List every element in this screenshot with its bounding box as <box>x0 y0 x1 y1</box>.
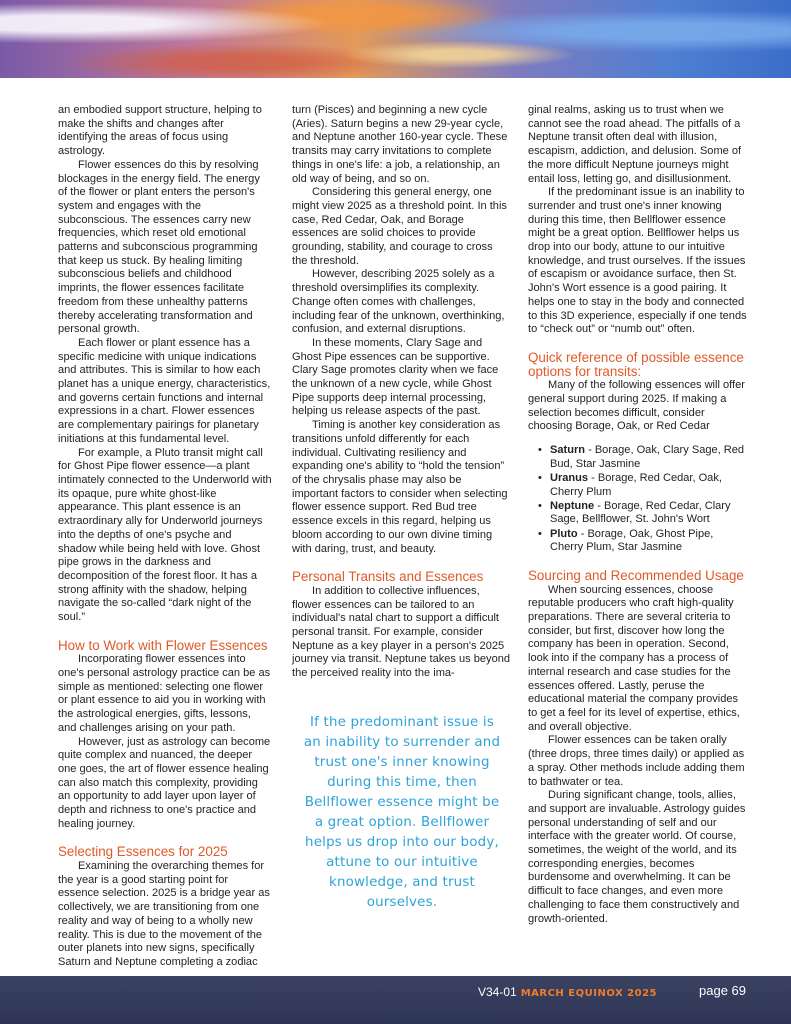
section-heading-how-to-work: How to Work with Flower Essences <box>58 637 268 653</box>
page-footer <box>0 976 791 1024</box>
paragraph: Timing is another key consideration as transitions unfold differently for each individual. Cultivating resiliency and expanding one's ability to “hold the tension” of the chrysalis phase may also be important factors to consider when selecting flower essence support. Red Bud tree essence excels in this regard, helping us bloom according to our own divine timing with daring, trust, and beauty. <box>292 419 508 555</box>
essence-list: - Borage, Oak, Ghost Pipe, Cherry Plum, Star Jasmine <box>550 527 714 554</box>
planet-name: Uranus <box>550 471 589 484</box>
paragraph: Incorporating flower essences into one's personal astrology practice can be as simple as mentioned: selecting one flower or plant essence to aid you in working with the astrological energies, gifts, lessons, and challenges arising on your path. <box>58 653 271 734</box>
paragraph: turn (Pisces) and beginning a new cycle (Aries). Saturn begins a new 29-year cycle, and Neptune another 160-year cycle. These transits may carry invitations to complete things in one's life: a job, a relationship, an old way of being, and so on. <box>292 104 508 185</box>
issue-date: MARCH EQUINOX 2025 <box>520 988 657 999</box>
essence-list: - Borage, Red Cedar, Oak, Cherry Plum <box>550 471 722 498</box>
issue-info <box>478 985 657 999</box>
section-heading-personal-transits: Personal Transits and Essences <box>292 569 484 585</box>
list-item <box>550 472 748 499</box>
essence-list: - Borage, Red Cedar, Clary Sage, Bellflower, St. John's Wort <box>550 499 731 526</box>
paragraph: In addition to collective influences, flower essences can be tailored to an individual's natal chart to support a difficult personal transit. For example, consider Neptune as a key player in a person's 2025 journey via transit. Neptune takes us beyond the perceived reality into the ima- <box>292 584 510 680</box>
paragraph: Examining the overarching themes for the year is a good starting point for essence selection. 2025 is a bridge year as collectively, we are transitioning from one reality and way of being to a wholly new reality. This is due to the movement of the outer planets into new signs, specifically Saturn and Neptune completing a zodiac <box>58 860 270 968</box>
planet-name: Neptune <box>550 499 595 512</box>
paragraph: Flower essences can be taken orally (three drops, three times daily) or applied as a spray. Other methods include adding them to bathwater or tea. <box>528 734 745 788</box>
essence-list: - Borage, Oak, Clary Sage, Red Bud, Star Jasmine <box>550 443 745 470</box>
article-column-1 <box>58 104 272 970</box>
section-heading-sourcing: Sourcing and Recommended Usage <box>528 568 744 584</box>
paragraph: If the predominant issue is an inability to surrender and trust one's inner knowing during this time, then Bellflower essence might be a great option. Bellflower helps us drop into our body, attune to our intuitive knowledge, and trust ourselves. If the issues of escapism or avoidance surface, then St. John's Wort essence is a good pairing. It helps one to stay in the body and connected to this 3D experience, especially if one tends to “check out” or “numb out” often. <box>528 186 747 336</box>
planet-name: Saturn <box>550 443 585 456</box>
paragraph: In these moments, Clary Sage and Ghost Pipe essences can be supportive. Clary Sage promotes clarity when we face the unknown of a new cycle, while Ghost Pipe supports deep internal processing, helping us release aspects of the past. <box>292 336 499 418</box>
paragraph: Many of the following essences will offer general support during 2025. If making a selection becomes difficult, consider choosing Borage, Oak, or Red Cedar <box>528 379 745 433</box>
paragraph: During significant change, tools, allies, and support are invaluable. Astrology guides personal understanding of self and our interface with the greater world. Of course, sometimes, the weight of the world, and its corresponding energies, becomes burdensome and overwhelming. It can be difficult to face changes, and even more challenging to face them constructively and growth-oriented. <box>528 789 746 925</box>
article-column-2 <box>292 104 510 681</box>
section-heading-quick-reference: Quick reference of possible essence options for transits: <box>528 349 744 379</box>
pull-quote: If the predominant issue is an inability to surrender and trust one's inner knowing during this time, then Bellflower essence might be a great option. Bellflower helps us drop into our body, attune to our intuitive knowledge, and trust ourselves. <box>303 715 501 910</box>
paragraph: Flower essences do this by resolving blockages in the energy field. The energy of the flower or plant enters the person's system and engages with the subconscious. The essences carry new frequencies, which reset old emotional patterns and subconscious programming that keep us stuck. By healing limiting subconscious beliefs and childhood imprints, the flower essences facilitate freedom from these unhealthy patterns thereby accelerating transformation and personal growth. <box>58 158 260 336</box>
planet-name: Pluto <box>550 527 578 540</box>
paragraph: Each flower or plant essence has a specific medicine with unique indications and attributes. This is similar to how each planet has a unique energy, characteristics, and governs certain functions and internal expressions in a chart. Flower essences are complementary pairings for planetary initiations at this fundamental level. <box>58 336 271 445</box>
list-item <box>550 500 748 527</box>
issue-number: -01 <box>499 985 517 999</box>
paragraph: an embodied support structure, helping to make the shifts and changes after identifying the areas of focus using astrology. <box>58 104 262 158</box>
paragraph: ginal realms, asking us to trust when we cannot see the road ahead. The pitfalls of a Neptune transit often deal with illusion, escapism, addiction, and delusion. Some of the more difficult Neptune journeys might entail loss, letting go, and disillusionment. <box>528 104 742 185</box>
volume-label: V34 <box>478 985 500 999</box>
list-item <box>550 444 748 471</box>
page-label: page <box>699 983 728 998</box>
page-value: 69 <box>731 983 747 998</box>
transit-essence-list <box>528 444 748 555</box>
list-item <box>550 528 748 555</box>
section-heading-selecting-essences: Selecting Essences for 2025 <box>58 844 228 860</box>
paragraph: When sourcing essences, choose reputable producers who craft high-quality preparations. There are several criteria to consider, but first, discover how long the company has been in operation. Second, look into if the company has a process of internal research and case studies for the essences offered. Lastly, peruse the educational material the company provides to get a feel for its level of expertise, ethics, and overall objective. <box>528 583 740 733</box>
page-number <box>699 983 746 998</box>
paragraph: For example, a Pluto transit might call for Ghost Pipe flower essence—a plant intimately connected to the Underworld with its opaque, pure white ghost-like appearance. This plant essence is an extraordinary ally for Underworld journeys into the depths of one's psyche and shadow while being held with love. Ghost pipe grows in the darkness and decomposition of the forest floor. It has a strong affinity with the shadow, helping navigate the so-called “dark night of the soul.” <box>58 446 272 624</box>
paragraph: Considering this general energy, one might view 2025 as a threshold point. In this case, Red Cedar, Oak, and Borage essences are solid choices to provide grounding, stability, and courage to cross the threshold. <box>292 186 507 267</box>
header-art-banner <box>0 0 791 78</box>
paragraph: However, describing 2025 solely as a threshold oversimplifies its complexity. Change often comes with challenges, including fear of the unknown, overthinking, confusion, and external disruptions. <box>292 268 505 336</box>
paragraph: However, just as astrology can become quite complex and nuanced, the deeper one goes, the art of flower essence healing can also match this complexity, providing an opportunity to add layer upon layer of depth and richness to one's practice and healing journey. <box>58 735 271 830</box>
article-column-3 <box>528 104 748 926</box>
